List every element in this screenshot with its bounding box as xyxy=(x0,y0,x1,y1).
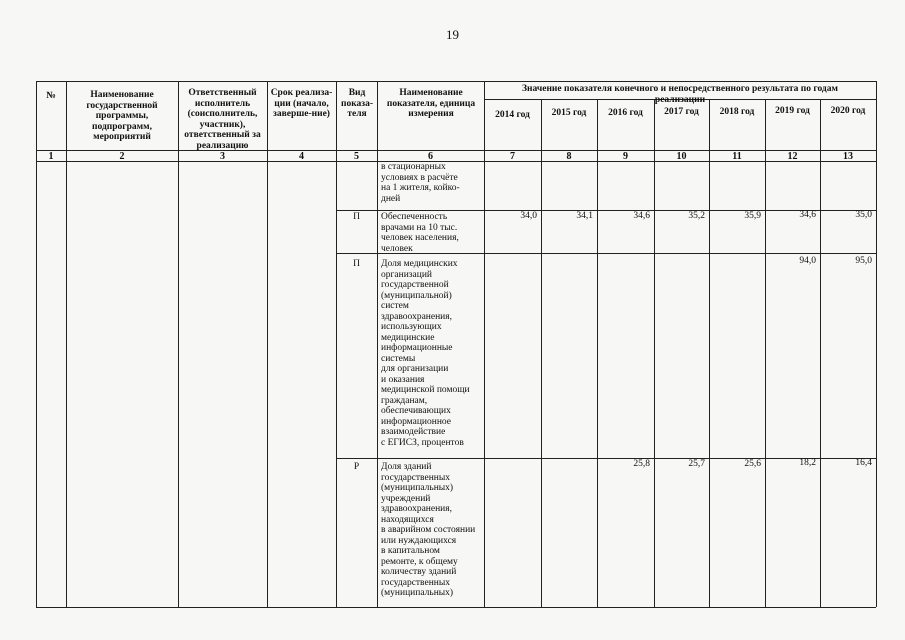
value-2020: 95,0 xyxy=(855,256,872,266)
col-number-9: 9 xyxy=(623,151,628,162)
value-2017: 35,2 xyxy=(688,211,705,221)
value-2016: 34,6 xyxy=(633,211,650,221)
header-year-2014: 2014 год xyxy=(495,110,530,120)
indicator-kind: П xyxy=(353,259,360,269)
col-number-4: 4 xyxy=(299,151,304,162)
col-number-10: 10 xyxy=(676,151,687,162)
header-indicator-name: Наименование показателя, единица измерения xyxy=(386,88,476,119)
col-number-7: 7 xyxy=(510,151,515,162)
indicator-kind: П xyxy=(353,212,360,222)
header-year-2016: 2016 год xyxy=(608,108,643,118)
header-program-name: Наименование государственной программы, подпрограмм, мероприятий xyxy=(86,90,158,142)
indicator-name: Доля зданий государственных (муниципальных) учреждений здравоохранения, находящихся в аварийном состоянии или нуждающихся в капитальном ремонте, к общему количеству зданий государственных (муниципальных) xyxy=(381,462,476,598)
col-number-8: 8 xyxy=(566,151,572,162)
col-number-1: 1 xyxy=(48,151,54,162)
indicator-name: Доля медицинских организаций государственной (муниципальной) систем здравоохранения, использующих медицинские информационные системы для организации и оказания медицинской помощи гражданам, обеспечивающих информационное взаимодействие с ЕГИСЗ, процентов xyxy=(381,259,470,448)
value-2019: 18,2 xyxy=(799,458,816,468)
col-number-11: 11 xyxy=(732,151,742,162)
col-number-6: 6 xyxy=(428,151,433,162)
header-values-group: Значение показателя конечного и непосредственного результата по годам реализации xyxy=(522,84,838,105)
col-number-13: 13 xyxy=(843,151,853,162)
value-2020: 16,4 xyxy=(855,458,872,468)
indicator-name: Обеспеченность врачами на 10 тыс. человек населения, человек xyxy=(381,212,459,254)
header-year-2015: 2015 год xyxy=(551,108,587,118)
value-2016: 25,8 xyxy=(633,459,650,469)
col-number-2: 2 xyxy=(119,151,125,162)
value-2018: 35,9 xyxy=(744,211,761,221)
col-number-5: 5 xyxy=(354,151,359,162)
indicator-name: в стационарных условиях в расчёте на 1 жителя, койко- дней xyxy=(381,162,460,204)
value-2019: 94,0 xyxy=(799,256,816,266)
header-year-2018: 2018 год xyxy=(719,107,755,117)
value-2019: 34,6 xyxy=(799,210,816,220)
col-number-3: 3 xyxy=(220,151,225,162)
header-year-2019: 2019 год xyxy=(775,106,810,116)
col-number-12: 12 xyxy=(787,151,798,162)
header-year-2017: 2017 год xyxy=(664,107,699,117)
header-year-2020: 2020 год xyxy=(830,106,866,116)
value-2014: 34,0 xyxy=(520,211,537,221)
value-2020: 35,0 xyxy=(855,210,872,220)
header-number: № xyxy=(46,91,56,101)
value-2017: 25,7 xyxy=(688,459,705,469)
header-responsible: Ответственный исполнитель (соисполнитель, участник), ответственный за реализацию xyxy=(184,88,261,151)
value-2018: 25,6 xyxy=(744,459,761,469)
value-2015: 34,1 xyxy=(576,211,593,221)
indicator-kind: Р xyxy=(353,462,360,472)
header-indicator-kind: Вид показа-теля xyxy=(340,88,374,119)
header-period: Срок реализа-ции (начало, заверше-ние) xyxy=(270,88,333,119)
page-number: 19 xyxy=(446,27,459,42)
